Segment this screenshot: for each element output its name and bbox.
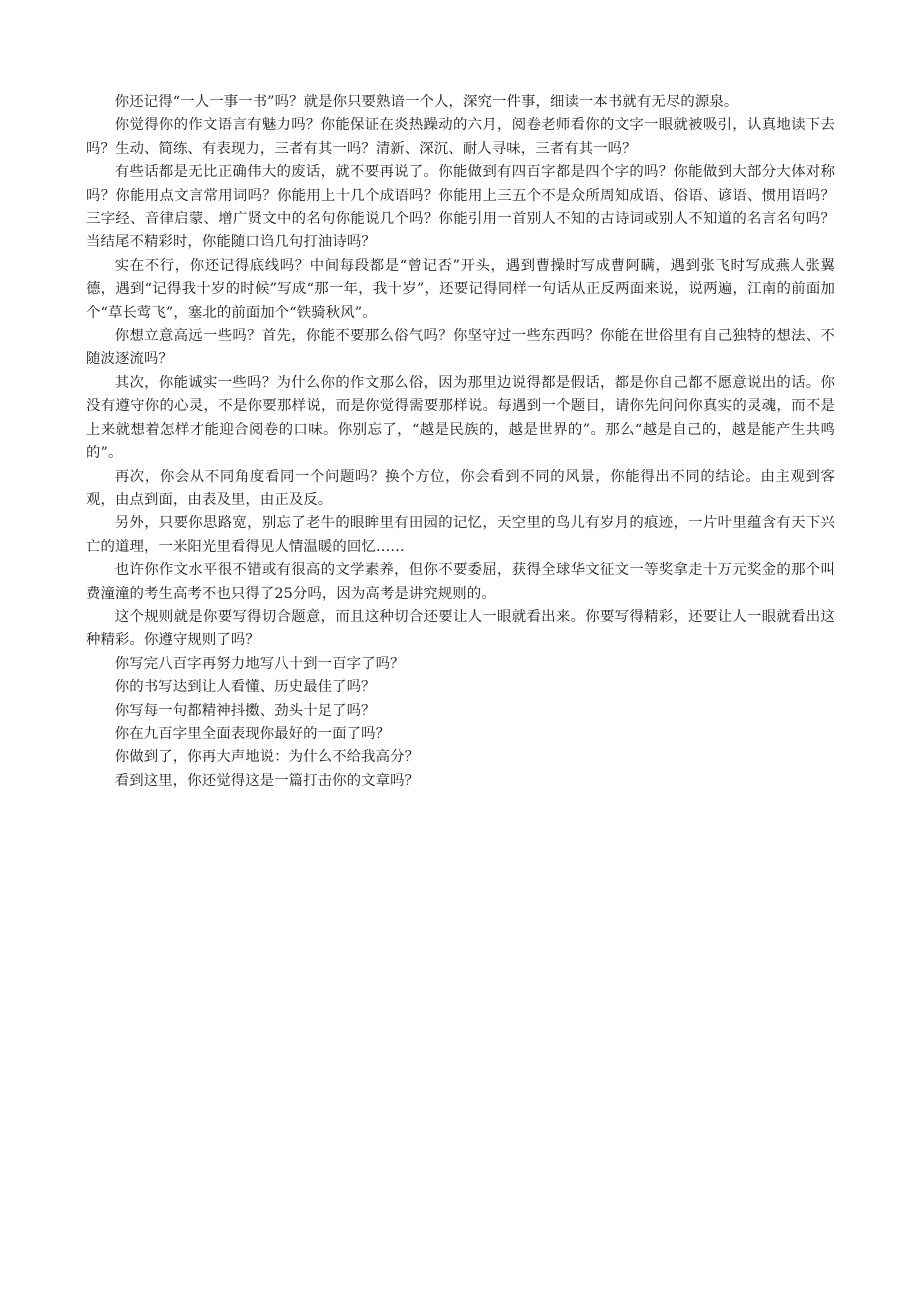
paragraph: 你写完八百字再努力地写八十到一百字了吗？ <box>114 655 405 672</box>
paragraph: 你觉得你的作文语言有魅力吗？你能保证在炎热躁动的六月，阅卷老师看你的文字一眼就被吸引，认真地读下去吗？生动、简练、有表现力，三者有其一吗？清新、深沉、耐人寻味，三者有其一吗？ <box>86 117 835 157</box>
paragraph: 你写每一句都精神抖擞、劲头十足了吗？ <box>114 702 376 719</box>
paragraph: 你想立意高远一些吗？首先，你能不要那么俗气吗？你坚守过一些东西吗？你能在世俗里有自己独特的想法、不随波逐流吗？ <box>86 328 835 368</box>
paragraph: 这个规则就是你要写得切合题意，而且这种切合还要让人一眼就看出来。你要写得精彩，还要让人一眼就看出这种精彩。你遵守规则了吗？ <box>86 608 835 649</box>
paragraph: 其次，你能诚实一些吗？为什么你的作文那么俗，因为那里边说得都是假话，都是你自己都不愿意说出的话。你没有遵守你的心灵，不是你要那样说，而是你觉得需要那样说。每遇到一个题目，请你先问问你真实的灵魂，而不是上来就想着怎样才能迎合阅卷的口味。你别忘了，“越是民族的，越是世界的”。那么“越是自己的，越是能产生共鸣的”。 <box>86 374 835 462</box>
paragraph: 另外，只要你思路宽，别忘了老牛的眼眸里有田园的记忆，天空里的鸟儿有岁月的痕迹，一片叶里蕴含有天下兴亡的道理，一米阳光里看得见人情温暖的回忆…… <box>86 515 835 555</box>
paragraph: 你还记得“一人一事一书”吗？就是你只要熟谙一个人，深究一件事，细读一本书就有无尽的源泉。 <box>114 94 739 110</box>
paragraph: 你做到了，你再大声地说：为什么不给我高分？ <box>114 749 420 766</box>
paragraph: 再次，你会从不同角度看同一个问题吗？换个方位，你会看到不同的风景，你能得出不同的结论。由主观到客观，由点到面，由表及里，由正及反。 <box>86 468 835 508</box>
paragraph: 有些话都是无比正确伟大的废话，就不要再说了。你能做到有四百字都是四个字的吗？你能做到大部分大体对称吗？你能用点文言常用词吗？你能用上十几个成语吗？你能用上三五个不是众所周知成语、俗语、谚语、惯用语吗？三字经、音律启蒙、增广贤文中的名句你能说几个吗？你能引用一首别人不知的古诗词或别人不知道的名言名句吗？当结尾不精彩时，你能随口诌几句打油诗吗？ <box>86 164 835 251</box>
paragraph: 看到这里，你还觉得这是一篇打击你的文章吗？ <box>114 772 420 789</box>
paragraph: 你在九百字里全面表现你最好的一面了吗？ <box>114 725 391 742</box>
paragraph: 也许你作文水平很不错或有很高的文学素养，但你不要委屈，获得全球华文征文一等奖拿走十万元奖金的那个叫费潼潼的考生高考不也只得了25分吗，因为高考是讲究规则的。 <box>86 562 835 602</box>
article-body <box>86 91 835 793</box>
paragraph: 你的书写达到让人看懂、历史最佳了吗？ <box>114 679 376 696</box>
paragraph: 实在不行，你还记得底线吗？中间每段都是“曾记否”开头，遇到曹操时写成曹阿瞒，遇到张飞时写成燕人张翼德，遇到“记得我十岁的时候”写成“那一年，我十岁”，还要记得同样一句话从正反两面来说，说两遍，江南的前面加个“草长莺飞”，塞北的前面加个“铁骑秋风”。 <box>86 257 835 321</box>
